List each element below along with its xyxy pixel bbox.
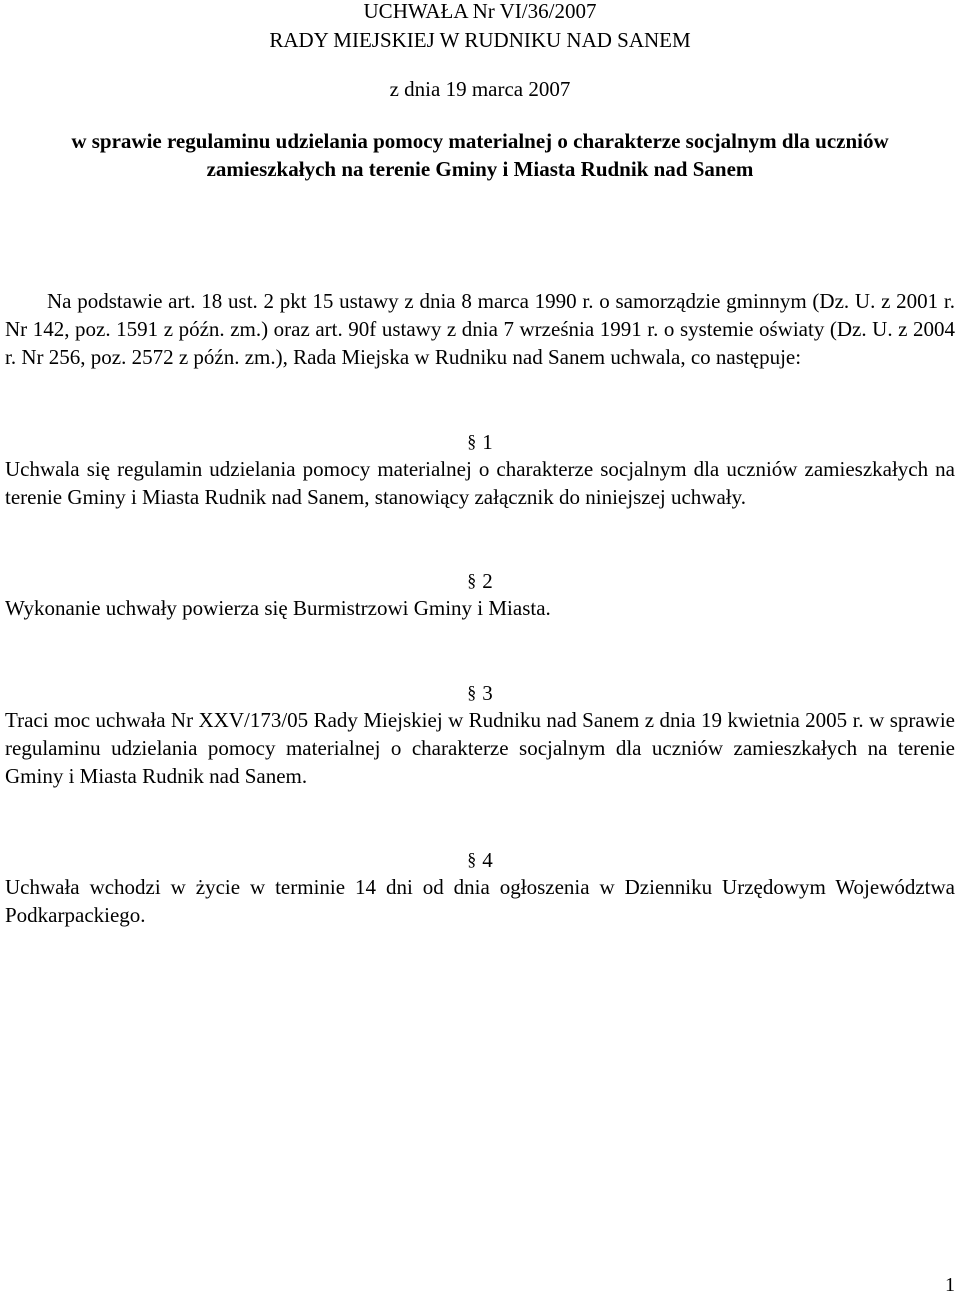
subject-line-1: w sprawie regulaminu udzielania pomocy materialnej o charakterze socjalnym dla uczniów <box>71 129 889 153</box>
preamble-text: Na podstawie art. 18 ust. 2 pkt 15 ustawy z dnia 8 marca 1990 r. o samorządzie gminnym (Dz. U. z 2001 r. Nr 142, poz. 1591 z późn. zm.) oraz art. 90f ustawy z dnia 7 września 1991 r. o systemie oświaty (Dz. U. z 2004 r. Nr 256, poz. 2572 z późn. zm.), Rada Miejska w Rudniku nad Sanem uchwala, co następuje: <box>5 289 955 369</box>
title-line-2: RADY MIEJSKIEJ W RUDNIKU NAD SANEM <box>269 28 691 52</box>
section-sign-icon: § <box>467 570 477 590</box>
section-body-1 <box>5 455 955 511</box>
preamble <box>5 287 955 371</box>
section-sign-icon: § <box>467 682 477 702</box>
page-number: 1 <box>945 1274 955 1296</box>
section-number: 1 <box>482 430 493 454</box>
section-text: Traci moc uchwała Nr XXV/173/05 Rady Miejskiej w Rudniku nad Sanem z dnia 19 kwietnia 2005 r. w sprawie regulaminu udzielania pomocy materialnej o charakterze socjalnym dla uczniów zamieszkałych na terenie Gminy i Miasta Rudnik nad Sanem. <box>5 708 955 788</box>
section-body-2 <box>5 594 955 622</box>
section-text: Uchwala się regulamin udzielania pomocy materialnej o charakterze socjalnym dla uczniów zamieszkałych na terenie Gminy i Miasta Rudnik nad Sanem, stanowiący załącznik do niniejszej uchwały. <box>5 457 955 509</box>
section-heading-1 <box>5 427 955 456</box>
section-number: 4 <box>482 848 493 872</box>
section-sign-icon: § <box>467 849 477 869</box>
section-heading-4 <box>5 845 955 874</box>
section-heading-2 <box>5 566 955 595</box>
section-body-3 <box>5 706 955 790</box>
title-line-1: UCHWAŁA Nr VI/36/2007 <box>363 0 597 23</box>
subject-line-2: zamieszkałych na terenie Gminy i Miasta Rudnik nad Sanem <box>206 157 754 181</box>
section-text: Uchwała wchodzi w życie w terminie 14 dni od dnia ogłoszenia w Dzienniku Urzędowym Województwa Podkarpackiego. <box>5 875 955 927</box>
section-body-4 <box>5 873 955 929</box>
section-number: 3 <box>482 681 493 705</box>
resolution-subject <box>5 127 955 183</box>
section-heading-3 <box>5 678 955 707</box>
resolution-title <box>5 0 955 55</box>
resolution-date: z dnia 19 marca 2007 <box>389 77 571 101</box>
section-text: Wykonanie uchwały powierza się Burmistrzowi Gminy i Miasta. <box>5 596 551 620</box>
section-sign-icon: § <box>467 431 477 451</box>
section-number: 2 <box>482 569 493 593</box>
